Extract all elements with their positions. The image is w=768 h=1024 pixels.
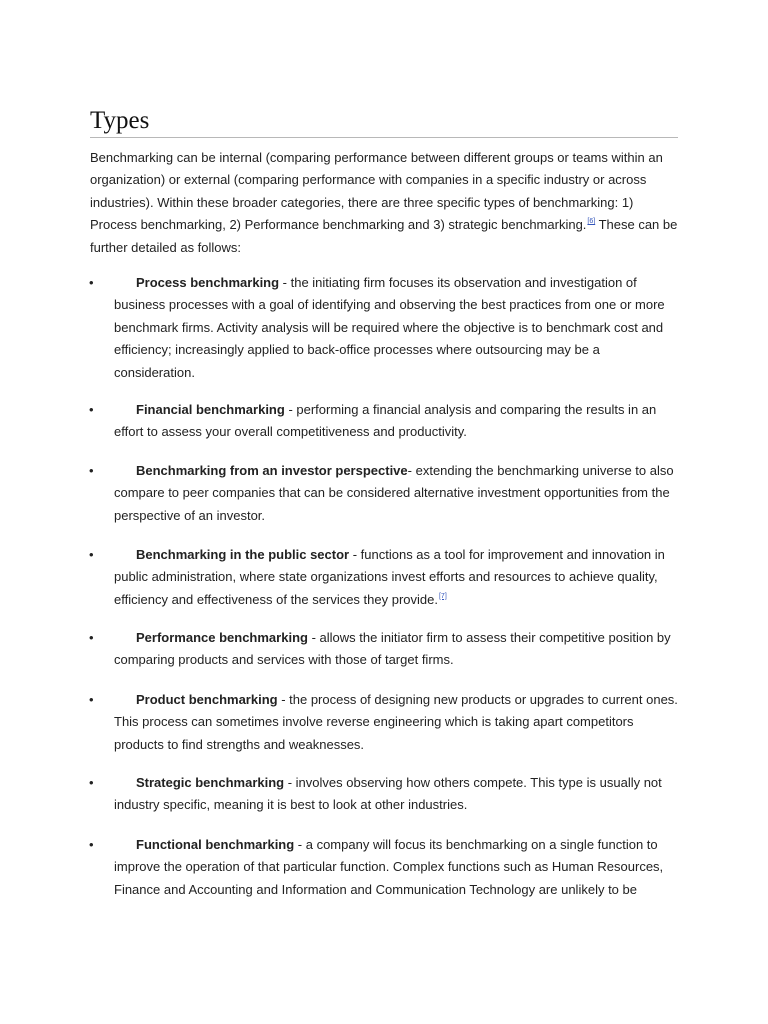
item-term: Process benchmarking [136,275,280,290]
item-term: Functional benchmarking [136,837,295,852]
item-description: - functions as a tool for improvement and innovation in public administration, where state organizations invest efforts and resources to achieve quality, efficiency and effectiveness of the services they provide. [114,547,665,607]
item-paragraph [114,772,680,817]
item-description: - a company will focus its benchmarking on a single function to improve the operation of that particular function. Complex functions such as Human Resources, Finance and Accounting and Information and Communication Technology are unlikely to be [114,837,664,897]
citation-link[interactable]: [7] [438,592,447,600]
item-description: - performing a financial analysis and comparing the results in an effort to assess your overall competitiveness and productivity. [114,402,657,440]
section-heading: Types [90,106,678,138]
bullet-icon: • [89,692,94,707]
item-description: - allows the initiator firm to assess their competitive position by comparing products and services with those of target firms. [114,630,671,668]
item-description: - the initiating firm focuses its observation and investigation of business processes with a goal of identifying and observing the best practices from one or more benchmark firms. Activity analysis will be required where the objective is to benchmark cost and efficiency; increasingly applied to back-office processes where outsourcing may be a consideration. [114,275,665,380]
intro-text: Benchmarking can be internal (comparing performance between different groups or teams within an organization) or external (comparing performance with companies in a specific industry or across industries). Within these broader categories, there are three specific types of benchmarking: 1) Process benchmarking, 2) Performance benchmarking and 3) strategic benchmarking. [90,150,663,233]
item-paragraph [114,544,680,611]
item-paragraph [114,272,680,384]
citation-link[interactable]: [6] [587,218,596,226]
item-description: - extending the benchmarking universe to also compare to peer companies that can be considered alternative investment opportunities from the perspective of an investor. [114,463,674,523]
item-description: - the process of designing new products or upgrades to current ones. This process can sometimes involve reverse engineering which is taking apart competitors products to find strengths and weaknesses. [114,692,678,752]
item-term: Strategic benchmarking [136,775,285,790]
bullet-icon: • [89,463,94,478]
intro-tail-text: These can be further detailed as follows: [90,217,678,255]
intro-paragraph [90,147,680,259]
item-term: Performance benchmarking [136,630,308,645]
item-paragraph [114,689,680,756]
bullet-icon: • [89,275,94,290]
bullet-icon: • [89,402,94,417]
item-description: - involves observing how others compete. This type is usually not industry specific, meaning it is best to look at other industries. [114,775,662,813]
bullet-icon: • [89,837,94,852]
item-term: Benchmarking from an investor perspective [136,463,408,478]
item-paragraph [114,834,680,901]
item-paragraph [114,460,680,527]
bullet-icon: • [89,547,94,562]
item-term: Financial benchmarking [136,402,285,417]
item-term: Benchmarking in the public sector [136,547,350,562]
item-paragraph [114,627,680,672]
bullet-icon: • [89,630,94,645]
item-term: Product benchmarking [136,692,278,707]
item-paragraph [114,399,680,444]
bullet-icon: • [89,775,94,790]
